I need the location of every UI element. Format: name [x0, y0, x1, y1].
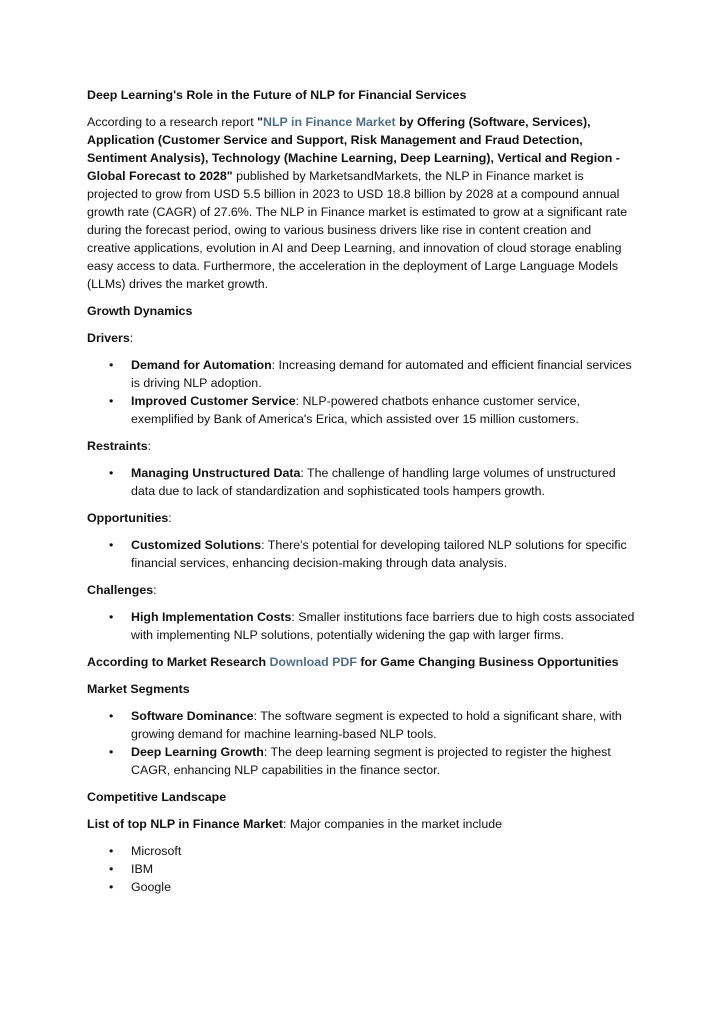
- market-segments-heading: Market Segments: [87, 682, 190, 696]
- document-body: [87, 86, 635, 905]
- list-item: • Demand for Automation: Increasing demand for automated and efficient financial services is driving NLP adoption.: [109, 358, 632, 390]
- list-item: • IBM: [109, 862, 154, 876]
- bullet-icon: •: [109, 358, 114, 372]
- challenges-label: Challenges:: [87, 583, 157, 597]
- bullet-icon: •: [109, 862, 114, 876]
- bullet-icon: •: [109, 394, 114, 408]
- list-item: • Google: [109, 880, 171, 894]
- download-pdf-link[interactable]: Download PDF: [269, 655, 357, 669]
- research-line: According to Market Research Download PDF for Game Changing Business Opportunities: [87, 655, 619, 669]
- growth-dynamics-heading: Growth Dynamics: [87, 304, 193, 318]
- top-companies-intro: List of top NLP in Finance Market: Major companies in the market include: [87, 817, 502, 831]
- drivers-list: [87, 356, 635, 428]
- list-item: • Improved Customer Service: NLP-powered chatbots enhance customer service, exemplified by Bank of America's Erica, which assisted over 15 million customers.: [109, 394, 581, 426]
- nlp-finance-market-link[interactable]: NLP in Finance Market: [263, 115, 396, 129]
- challenges-list: [87, 608, 635, 644]
- bullet-icon: •: [109, 880, 114, 894]
- document-heading: Deep Learning's Role in the Future of NLP for Financial Services: [87, 88, 467, 102]
- opportunities-list: [87, 536, 635, 572]
- bullet-icon: •: [109, 745, 114, 759]
- bullet-icon: •: [109, 466, 114, 480]
- bullet-icon: •: [109, 709, 114, 723]
- opportunities-label: Opportunities:: [87, 511, 172, 525]
- segments-list: [87, 707, 635, 779]
- bullet-icon: •: [109, 538, 114, 552]
- competitive-landscape-heading: Competitive Landscape: [87, 790, 227, 804]
- restraints-list: [87, 464, 635, 500]
- bullet-icon: •: [109, 610, 114, 624]
- restraints-label: Restraints:: [87, 439, 152, 453]
- bullet-icon: •: [109, 844, 114, 858]
- list-item: • High Implementation Costs: Smaller institutions face barriers due to high costs associated with implementing NLP solutions, potentially widening the gap with larger firms.: [109, 610, 635, 642]
- drivers-label: Drivers:: [87, 331, 134, 345]
- list-item: • Customized Solutions: There's potential for developing tailored NLP solutions for specific financial services, enhancing decision-making through data analysis.: [109, 538, 627, 570]
- list-item: • Software Dominance: The software segment is expected to hold a significant share, with growing demand for machine learning-based NLP tools.: [109, 709, 622, 741]
- list-item: • Microsoft: [109, 844, 182, 858]
- list-item: • Managing Unstructured Data: The challenge of handling large volumes of unstructured data due to lack of standardization and sophisticated tools hampers growth.: [109, 466, 616, 498]
- intro-paragraph: According to a research report "NLP in Finance Market by Offering (Software, Services), Application (Customer Service and Support, Risk Management and Fraud Detection, Sentiment Analysis), Technology (Machine Learning, Deep Learning), Vertical and Region - Global Forecast to 2028" published by MarketsandMarkets, the NLP in Finance market is projected to grow from USD 5.5 billion in 2023 to USD 18.8 billion by 2028 at a compound annual growth rate (CAGR) of 27.6%. The NLP in Finance market is estimated to grow at a significant rate during the forecast period, owing to various business drivers like rise in content creation and creative applications, evolution in AI and Deep Learning, and innovation of cloud storage enabling easy access to data. Furthermore, the acceleration in the deployment of Large Language Models (LLMs) drives the market growth.: [87, 115, 628, 291]
- companies-list: [87, 842, 635, 896]
- list-item: • Deep Learning Growth: The deep learning segment is projected to register the highest CAGR, enhancing NLP capabilities in the finance sector.: [109, 745, 611, 777]
